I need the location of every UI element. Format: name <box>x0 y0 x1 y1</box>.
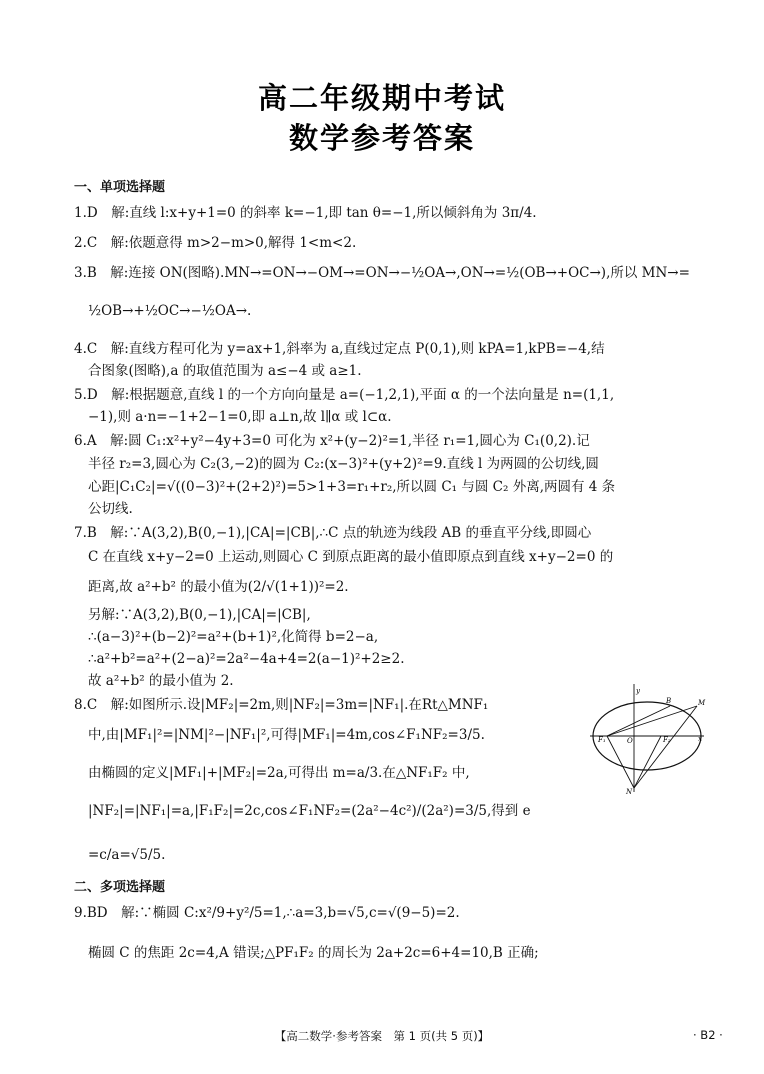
answer-7-line5: ∴(a−3)²+(b−2)²=a²+(b+1)²,化简得 b=2−a, <box>88 629 379 645</box>
answer-8-line5: =c/a=√5/5. <box>88 847 166 863</box>
answer-8-line1: 8.C 解:如图所示.设|MF₂|=2m,则|NF₂|=3m=|NF₁|.在Rt△MNF₁ <box>74 697 489 713</box>
answer-3-line1: 3.B 解:连接 ON(图略).MN→=ON→−OM→=ON→−½OA→,ON→=½(OB→+OC→),所以 MN→= <box>74 265 690 281</box>
answer-6-line1: 6.A 解:圆 C₁:x²+y²−4y+3=0 可化为 x²+(y−2)²=1,半径 r₁=1,圆心为 C₁(0,2).记 <box>74 433 590 449</box>
section-single-choice: 一、单项选择题 <box>74 180 166 195</box>
fig-label-b: B <box>666 697 672 705</box>
answer-2: 2.C 解:依题意得 m>2−m>0,解得 1<m<2. <box>74 235 357 251</box>
answer-8-line3: 由椭圆的定义|MF₁|+|MF₂|=2a,可得出 m=a/3.在△NF₁F₂ 中, <box>88 765 470 781</box>
answer-7-line6: ∴a²+b²=a²+(2−a)²=2a²−4a+4=2(a−1)²+2≥2. <box>88 651 405 667</box>
answer-9-line2: 椭圆 C 的焦距 2c=4,A 错误;△PF₁F₂ 的周长为 2a+2c=6+4=10,B 正确; <box>88 945 539 961</box>
fig-label-x: x <box>698 735 702 743</box>
answer-6-line2: 半径 r₂=3,圆心为 C₂(3,−2)的圆为 C₂:(x−3)²+(y+2)²=9.直线 l 为两圆的公切线,圆 <box>88 456 599 472</box>
answer-6-line3: 心距|C₁C₂|=√((0−3)²+(2+2)²)=5>1+3=r₁+r₂,所以圆 C₁ 与圆 C₂ 外离,两圆有 4 条 <box>88 479 616 495</box>
section-multi-choice: 二、多项选择题 <box>74 880 166 895</box>
answer-5-line1: 5.D 解:根据题意,直线 l 的一个方向向量是 a=(−1,2,1),平面 α 的一个法向量是 n=(1,1, <box>74 387 615 403</box>
answer-subtitle: 数学参考答案 <box>288 121 475 155</box>
answer-3-line2: ½OB→+½OC→−½OA→. <box>88 303 252 319</box>
fig-label-f1: F₁ <box>598 736 606 744</box>
ellipse-figure <box>590 684 706 796</box>
answer-9-line1: 9.BD 解:∵椭圆 C:x²/9+y²/5=1,∴a=3,b=√5,c=√(9−5)=2. <box>74 905 460 921</box>
answer-5-line2: −1),则 a·n=−1+2−1=0,即 a⊥n,故 l∥α 或 l⊂α. <box>88 409 392 425</box>
answer-7-line2: C 在直线 x+y−2=0 上运动,则圆心 C 到原点距离的最小值即原点到直线 x+y−2=0 的 <box>88 549 614 565</box>
page-code: · B2 · <box>693 1028 723 1042</box>
page-footer: 【高二数学·参考答案 第 1 页(共 5 页)】 <box>274 1029 490 1043</box>
answer-7-line7: 故 a²+b² 的最小值为 2. <box>88 673 234 689</box>
fig-label-n: N <box>626 788 633 796</box>
fig-label-f2: F₂ <box>663 736 671 744</box>
fig-label-y: y <box>636 687 640 695</box>
answer-7-line3: 距离,故 a²+b² 的最小值为(2/√(1+1))²=2. <box>88 579 349 595</box>
exam-title: 高二年级期中考试 <box>257 81 506 115</box>
answer-4-line1: 4.C 解:直线方程可化为 y=ax+1,斜率为 a,直线过定点 P(0,1),则 kPA=1,kPB=−4,结 <box>74 341 605 357</box>
answer-6-line4: 公切线. <box>88 501 133 517</box>
answer-8-line4: |NF₂|=|NF₁|=a,|F₁F₂|=2c,cos∠F₁NF₂=(2a²−4c²)/(2a²)=3/5,得到 e <box>88 803 531 819</box>
answer-8-line2: 中,由|MF₁|²=|NM|²−|NF₁|²,可得|MF₁|=4m,cos∠F₁NF₂=3/5. <box>88 727 485 743</box>
answer-7-line4: 另解:∵A(3,2),B(0,−1),|CA|=|CB|, <box>88 607 311 623</box>
answer-7-line1: 7.B 解:∵A(3,2),B(0,−1),|CA|=|CB|,∴C 点的轨迹为线段 AB 的垂直平分线,即圆心 <box>74 525 592 541</box>
answer-4-line2: 合图象(图略),a 的取值范围为 a≤−4 或 a≥1. <box>88 363 362 379</box>
answer-1: 1.D 解:直线 l:x+y+1=0 的斜率 k=−1,即 tan θ=−1,所以倾斜角为 3π/4. <box>74 205 537 221</box>
fig-label-m: M <box>698 699 706 707</box>
fig-label-o: O <box>627 737 633 745</box>
